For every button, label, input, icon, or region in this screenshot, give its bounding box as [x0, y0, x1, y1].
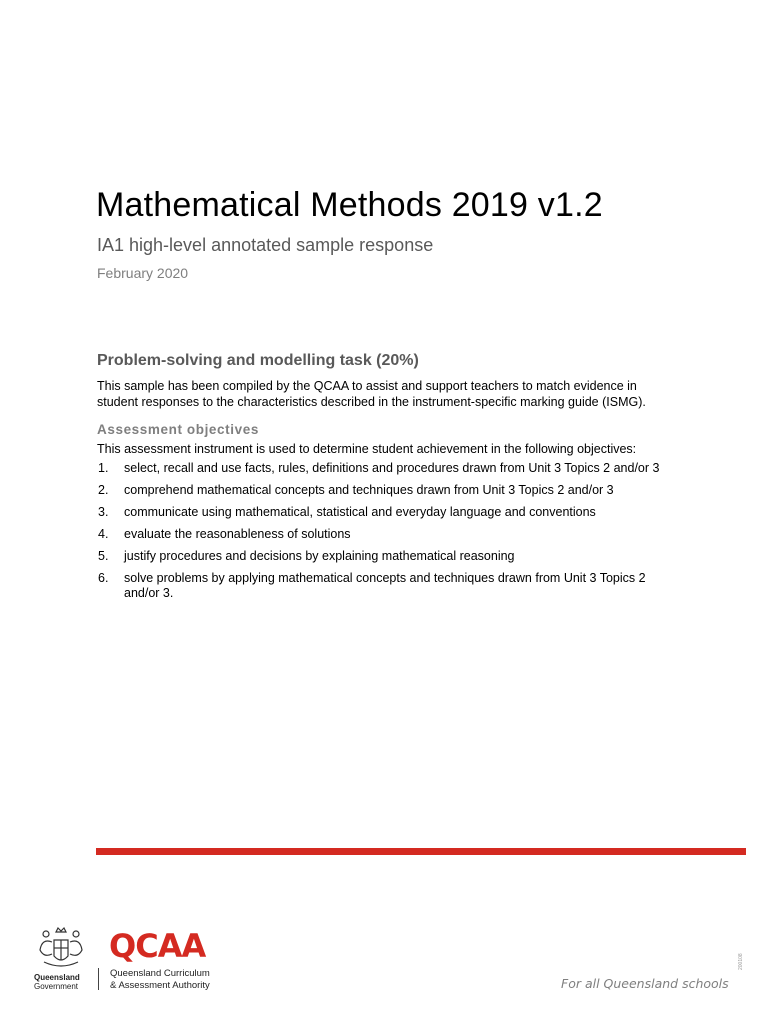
objective-number: 6.	[98, 571, 109, 585]
queensland-government-wordmark: Queensland Government	[34, 973, 80, 991]
objective-item	[97, 527, 677, 542]
queensland-crest-icon	[32, 918, 90, 976]
objective-item	[97, 571, 677, 600]
objectives-heading: Assessment objectives	[97, 422, 259, 437]
document-code: 200108	[738, 953, 744, 970]
objective-item	[97, 505, 677, 520]
main-content	[97, 352, 677, 608]
qcaa-logo: QCAA	[109, 927, 206, 965]
section-intro: This sample has been compiled by the QCAA to assist and support teachers to match evidence in student responses to the characteristics described in the instrument-specific marking guide (ISMG).	[97, 379, 646, 409]
objective-item	[97, 483, 677, 498]
objective-item	[97, 461, 677, 476]
objectives-list	[97, 461, 677, 600]
objective-text: justify procedures and decisions by explaining mathematical reasoning	[124, 549, 515, 563]
logo-divider	[98, 968, 99, 990]
publication-date: February 2020	[97, 265, 189, 281]
footer-tagline: For all Queensland schools	[561, 976, 729, 991]
objective-item	[97, 549, 677, 564]
objective-text: select, recall and use facts, rules, definitions and procedures drawn from Unit 3 Topics 2 and/or 3	[124, 461, 660, 475]
objective-number: 1.	[98, 461, 109, 475]
section-heading: Problem-solving and modelling task (20%)	[97, 352, 419, 369]
objective-number: 5.	[98, 549, 109, 563]
accent-divider	[96, 848, 746, 855]
objectives-intro: This assessment instrument is used to determine student achievement in the following objectives:	[97, 442, 637, 456]
objective-number: 4.	[98, 527, 109, 541]
objective-text: evaluate the reasonableness of solutions	[124, 527, 351, 541]
objective-number: 3.	[98, 505, 109, 519]
objective-number: 2.	[98, 483, 109, 497]
page-title: Mathematical Methods 2019 v1.2	[96, 186, 603, 224]
qcaa-full-name: Queensland Curriculum & Assessment Authority	[110, 968, 210, 991]
objective-text: comprehend mathematical concepts and techniques drawn from Unit 3 Topics 2 and/or 3	[124, 483, 614, 497]
objective-text: communicate using mathematical, statistical and everyday language and conventions	[124, 505, 596, 519]
objective-text: solve problems by applying mathematical concepts and techniques drawn from Unit 3 Topics 2 and/or 3.	[124, 571, 646, 600]
page-subtitle: IA1 high-level annotated sample response	[97, 235, 434, 255]
